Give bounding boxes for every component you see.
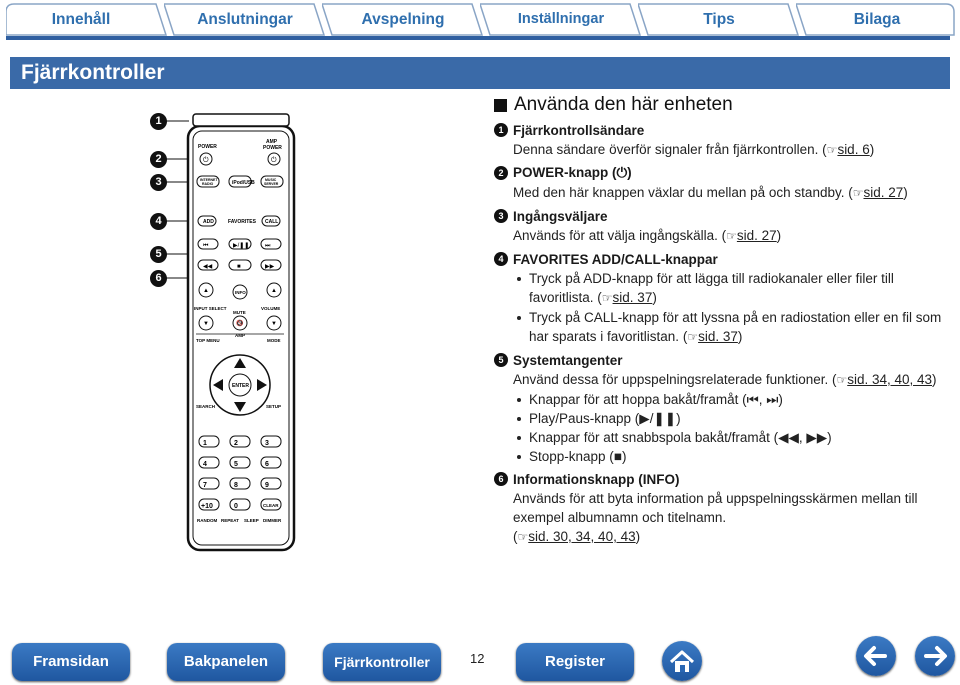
- item-desc: Används för att välja ingångskälla. (: [513, 228, 727, 243]
- item-2: [494, 163, 954, 203]
- svg-text:5: 5: [234, 461, 238, 468]
- amp-power-text: POWER: [263, 145, 282, 151]
- callout-1: 1: [150, 113, 167, 130]
- list-item: [513, 308, 954, 347]
- ref-close: ): [903, 185, 908, 200]
- amp-text: AMP: [266, 139, 278, 145]
- number-badge: 2: [494, 166, 508, 180]
- power-icon: ⏻: [203, 157, 209, 164]
- svg-text:4: 4: [203, 461, 207, 468]
- page-ref-link[interactable]: sid. 34, 40, 43: [847, 372, 933, 387]
- number-badge: 4: [494, 252, 508, 266]
- item-title: FAVORITES ADD/CALL-knappar: [513, 251, 718, 267]
- item-6: [494, 469, 954, 547]
- svg-text:FAVORITES: FAVORITES: [228, 219, 256, 225]
- tab-installningar[interactable]: [480, 3, 646, 36]
- svg-text:CALL: CALL: [265, 219, 279, 225]
- svg-text:▼: ▼: [271, 321, 277, 327]
- number-badge: 1: [494, 123, 508, 137]
- item-desc: Denna sändare överför signaler från fjärrkontrollen. (: [513, 142, 827, 157]
- callout-4: 4: [150, 213, 167, 230]
- svg-text:+10: +10: [201, 503, 213, 510]
- svg-text:6: 6: [265, 461, 269, 468]
- svg-text:SEARCH: SEARCH: [196, 404, 216, 409]
- svg-text:ADD: ADD: [203, 219, 214, 225]
- item-desc: Används för att byta information på uppspelningsskärmen mellan till exempel albumnamn och titelnamn.: [513, 491, 918, 525]
- svg-text:3: 3: [265, 440, 269, 447]
- list-item: [513, 269, 954, 308]
- tab-label: Bilaga: [853, 11, 901, 28]
- hand-pointer-icon: ☞: [687, 330, 699, 344]
- page-ref-link[interactable]: sid. 27: [863, 185, 904, 200]
- tab-bilaga[interactable]: [796, 3, 956, 36]
- remote-transmitter: [193, 114, 289, 126]
- callout-2: 2: [150, 151, 167, 168]
- svg-text:VOLUME: VOLUME: [261, 306, 281, 311]
- tab-anslutningar[interactable]: [164, 3, 330, 36]
- item-1: [494, 120, 954, 160]
- svg-text:MODE: MODE: [267, 338, 281, 343]
- svg-text:1: 1: [203, 440, 207, 447]
- back-panel-button[interactable]: Bakpanelen: [167, 643, 285, 681]
- page-number: 12: [470, 651, 485, 666]
- item-title: Fjärrkontrollsändare: [513, 122, 645, 138]
- home-icon: [662, 641, 702, 681]
- ref-close: ): [776, 228, 782, 243]
- hand-pointer-icon: ☞: [726, 229, 737, 243]
- section-title: Använda den här enheten: [514, 94, 733, 115]
- number-badge: 5: [494, 353, 508, 367]
- svg-text:■: ■: [237, 264, 241, 270]
- ref-close: ): [737, 329, 743, 344]
- ref-close: ): [652, 290, 657, 305]
- svg-text:▶▶: ▶▶: [265, 264, 275, 270]
- number-badge: 6: [494, 472, 508, 486]
- tab-tips[interactable]: [638, 3, 804, 36]
- number-badge: 3: [494, 209, 508, 223]
- svg-text:INFO: INFO: [235, 290, 246, 295]
- svg-text:SERVER: SERVER: [264, 182, 279, 186]
- svg-text:⏮: ⏮: [203, 243, 209, 249]
- svg-text:SLEEP: SLEEP: [244, 518, 259, 523]
- next-page-button[interactable]: [915, 636, 955, 676]
- svg-text:▶/❚❚: ▶/❚❚: [233, 243, 250, 249]
- ref-open: (: [513, 529, 518, 544]
- remote-control-illustration: [166, 112, 306, 552]
- item-3: [494, 206, 954, 246]
- item-title: POWER-knapp (⏻): [513, 165, 632, 180]
- svg-text:RANDOM: RANDOM: [197, 518, 218, 523]
- item-5: [494, 350, 954, 466]
- tab-label: Inställningar: [517, 11, 605, 27]
- svg-text:TOP MENU: TOP MENU: [196, 338, 220, 343]
- hand-pointer-icon: ☞: [836, 373, 848, 387]
- svg-text:0: 0: [234, 503, 238, 510]
- list-item: Play/Paus-knapp (▶/❚❚): [513, 409, 954, 428]
- svg-text:CLEAR: CLEAR: [263, 503, 279, 508]
- hand-pointer-icon: ☞: [852, 186, 864, 200]
- svg-text:iPod/USB: iPod/USB: [232, 180, 255, 186]
- item-4: [494, 249, 954, 347]
- svg-text:⏻: ⏻: [271, 157, 277, 164]
- svg-text:MUSIC: MUSIC: [265, 178, 277, 182]
- callout-6: 6: [150, 270, 167, 287]
- tab-underline: [6, 36, 950, 40]
- list-item: Knappar för att snabbspola bakåt/framåt (◀◀, ▶▶): [513, 428, 954, 447]
- svg-text:2: 2: [234, 440, 238, 447]
- bullet-text: Tryck på CALL-knapp för att lyssna på en radiostation eller en fil som har sparats i favoritlistan. (: [529, 310, 942, 344]
- tab-avspelning[interactable]: [322, 3, 488, 36]
- tab-label: Anslutningar: [197, 11, 293, 28]
- callout-5: 5: [150, 246, 167, 263]
- arrow-right-icon: [915, 636, 955, 676]
- page-title: Fjärrkontroller: [21, 61, 165, 84]
- ref-close: ): [932, 372, 937, 387]
- list-item: Knappar för att hoppa bakåt/framåt (⏮, ⏭): [513, 390, 954, 409]
- home-button[interactable]: [662, 641, 702, 681]
- tab-label: Avspelning: [361, 11, 445, 28]
- svg-text:INPUT SELECT: INPUT SELECT: [194, 306, 227, 311]
- svg-text:🔇: 🔇: [236, 321, 244, 327]
- ref-close: ): [869, 142, 875, 157]
- svg-text:9: 9: [265, 482, 269, 489]
- item-desc: Med den här knappen växlar du mellan på och standby. (: [513, 185, 853, 200]
- hand-pointer-icon: ☞: [601, 291, 613, 305]
- power-text: POWER: [198, 144, 217, 150]
- svg-text:DIMMER: DIMMER: [263, 518, 282, 523]
- svg-text:◀◀: ◀◀: [203, 264, 213, 270]
- svg-text:▼: ▼: [203, 321, 209, 327]
- page-ref-link[interactable]: sid. 6: [837, 142, 870, 157]
- index-button[interactable]: Register: [516, 643, 634, 681]
- svg-text:⏭: ⏭: [265, 243, 271, 249]
- item-title: Systemtangenter: [513, 352, 623, 368]
- section-header: [494, 93, 954, 117]
- svg-text:ENTER: ENTER: [232, 383, 249, 389]
- bullet-list: [513, 390, 954, 466]
- bullet-text: Tryck på ADD-knapp för att lägga till radiokanaler eller filer till favoritlista. (: [529, 271, 894, 305]
- hand-pointer-icon: ☞: [517, 530, 529, 544]
- square-bullet-icon: [494, 99, 507, 112]
- front-button[interactable]: Framsidan: [12, 643, 130, 681]
- svg-text:SETUP: SETUP: [266, 404, 282, 409]
- tab-innehall[interactable]: [6, 3, 172, 36]
- svg-text:MUTE: MUTE: [233, 310, 246, 315]
- item-title: Ingångsväljare: [513, 208, 608, 224]
- page-ref-link[interactable]: sid. 27: [736, 228, 777, 243]
- bullet-list: [513, 269, 954, 347]
- page-ref-link[interactable]: sid. 37: [698, 329, 738, 344]
- top-tabs: [6, 3, 956, 39]
- item-title: Informationsknapp (INFO): [513, 471, 680, 487]
- callout-3: 3: [150, 174, 167, 191]
- svg-text:REPEAT: REPEAT: [221, 518, 239, 523]
- previous-page-button[interactable]: [856, 636, 896, 676]
- page-ref-link[interactable]: sid. 30, 34, 40, 43: [528, 529, 636, 544]
- svg-text:RADIO: RADIO: [202, 182, 214, 186]
- content: [494, 93, 954, 547]
- hand-pointer-icon: ☞: [826, 143, 838, 157]
- list-item: Stopp-knapp (■): [513, 447, 954, 466]
- svg-text:8: 8: [234, 482, 238, 489]
- item-desc: Använd dessa för uppspelningsrelaterade funktioner. (: [513, 372, 837, 387]
- svg-text:INTERNET: INTERNET: [200, 178, 218, 182]
- arrow-left-icon: [856, 636, 896, 676]
- title-bar: [10, 57, 950, 89]
- tab-label: Innehåll: [51, 11, 111, 28]
- ref-close: ): [635, 529, 641, 544]
- svg-text:▲: ▲: [271, 288, 277, 294]
- tab-label: Tips: [703, 11, 735, 28]
- remote-control-button[interactable]: Fjärrkontroller: [323, 643, 441, 681]
- page-ref-link[interactable]: sid. 37: [612, 290, 653, 305]
- svg-text:7: 7: [203, 482, 207, 489]
- svg-text:AMP: AMP: [235, 333, 245, 338]
- svg-text:▲: ▲: [203, 288, 209, 294]
